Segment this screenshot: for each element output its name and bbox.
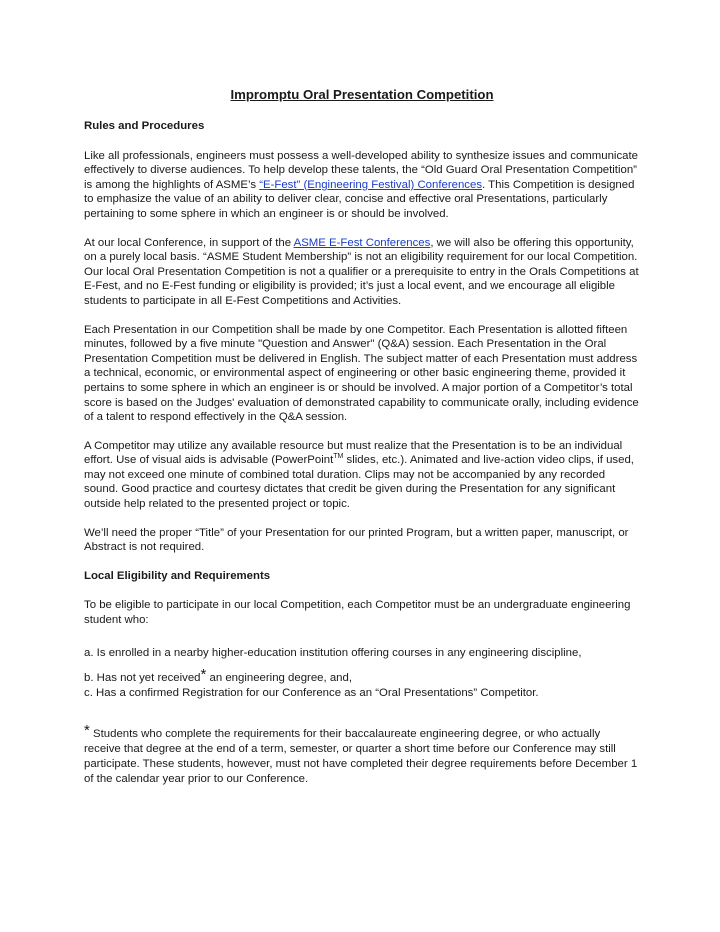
- rules-paragraph-2: [84, 236, 640, 309]
- eligibility-intro: To be eligible to participate in our local Competition, each Competitor must be an undergraduate engineering student who:: [84, 599, 631, 627]
- footnote: [84, 722, 640, 786]
- footnote-text: Students who complete the requirements for their baccalaureate engineering degree, or who actually receive that degree at the end of a term, semester, or quarter a short time before our Conference may still participate. These students, however, must not have completed their degree requirements before December 1 of the calendar year prior to our Conference.: [84, 728, 638, 785]
- rules-paragraph-1: [84, 149, 640, 222]
- trademark-superscript: TM: [333, 453, 344, 461]
- footnote-marker: *: [200, 666, 207, 684]
- rules-paragraph-3: Each Presentation in our Competition shall be made by one Competitor. Each Presentation is allotted fifteen minutes, followed by a five minute "Question and Answer" (Q&A) session. Each Presentation in the Oral Presentation Competition must be delivered in English. The subject matter of each Presentation must address a technical, economic, or environmental aspect of engineering or other basic engineering theme, provided it pertains to some sphere in which an engineer is or should be involved. A major portion of a Competitor’s total score is based on the Judges' evaluation of demonstrated capability to communicate orally, including evidence of a talent to respond effectively in the Q&A session.: [84, 323, 639, 424]
- asme-efest-link[interactable]: ASME E-Fest Conferences: [293, 236, 431, 249]
- rules-p4-text-start: A Competitor may utilize any available resource but must realize that the Presentation is to be an individual effort. Use of visual aids is advisable (PowerPoint: [84, 439, 623, 467]
- rules-heading: Rules and Procedures: [84, 120, 205, 132]
- rules-paragraph-4: [84, 439, 640, 512]
- rules-p2-text-start: At our local Conference, in support of the: [84, 236, 294, 249]
- rules-p2-text-end: , we will also be offering this opportunity, on a purely local basis. “ASME Student Membership” is not an eligibility requirement for our local Competition. Our local Oral Presentation Competition is not a qualifier or a prerequisite to entry in the Orals Competitions at E-Fest, and no E-Fest funding or eligibility is provided; it’s just a local event, and we encourage all eligible students to participate in all E-Fest Competitions and Activities.: [84, 236, 639, 307]
- eligibility-item-a: a. Is enrolled in a nearby higher-education institution offering courses in any engineering discipline,: [84, 646, 582, 659]
- efest-conferences-link[interactable]: “E-Fest” (Engineering Festival) Conferences: [259, 178, 483, 191]
- eligibility-item-b: [84, 666, 640, 686]
- eligibility-item-c: c. Has a confirmed Registration for our Conference as an “Oral Presentations” Competitor.: [84, 686, 539, 699]
- rules-p4-text-end: slides, etc.). Animated and live-action video clips, if used, may not exceed one minute of combined total duration. Clips may not be accompanied by any recorded sound. Good practice and courtesy dictates that credit be given during the Presentation for any significant outside help related to the presented project or topic.: [84, 454, 634, 511]
- item-b-text-start: b. Has not yet received: [84, 672, 201, 685]
- document-title: Impromptu Oral Presentation Competition: [230, 87, 494, 102]
- footnote-star: *: [84, 722, 90, 740]
- item-b-text-end: an engineering degree, and,: [206, 672, 353, 685]
- rules-paragraph-5: We’ll need the proper “Title” of your Presentation for our printed Program, but a written paper, manuscript, or Abstract is not required.: [84, 526, 629, 554]
- eligibility-heading: Local Eligibility and Requirements: [84, 569, 271, 582]
- rules-p1-text-end: . This Competition is designed to emphasize the value of an ability to deliver clear, concise and effective oral Presentations, particularly pertaining to some sphere in which an engineer is or should be involved.: [84, 178, 635, 220]
- rules-p1-text-start: Like all professionals, engineers must possess a well-developed ability to synthesize issues and communicate effectively to diverse audiences. To help develop these talents, the “Old Guard Oral Presentation Competition” is among the highlights of ASME’s: [84, 149, 638, 191]
- document-body: [84, 86, 640, 787]
